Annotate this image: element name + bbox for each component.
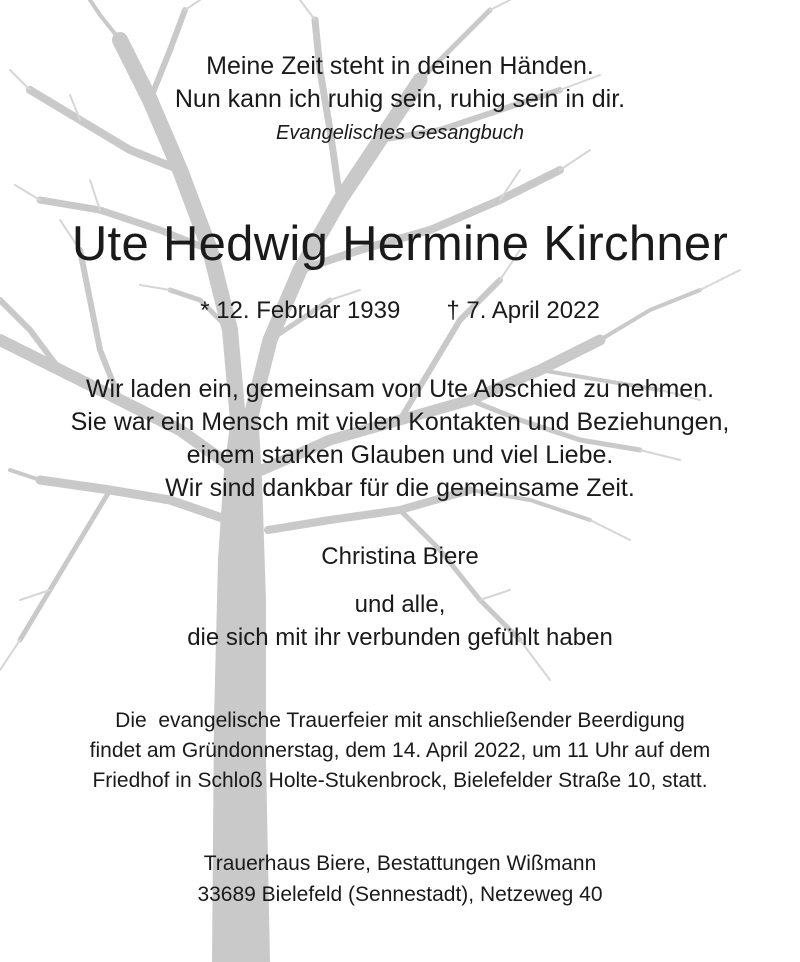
other-mourners [0,588,800,654]
death-date: † 7. April 2022 [446,297,600,324]
funeral-line: findet am Gründonnerstag, dem 14. April 2022, um 11 Uhr auf dem [89,739,711,762]
mourners-line: die sich mit ihr verbunden gefühlt haben [187,624,613,651]
verse-line: Nun kann ich ruhig sein, ruhig sein in dir. [174,85,626,113]
mourners-line: und alle, [354,591,446,618]
bible-verse [0,50,800,116]
undertaker-info [0,848,800,910]
message-line: Wir sind dankbar für die gemeinsame Zeit. [165,474,635,502]
undertaker-line: Trauerhaus Biere, Bestattungen Wißmann [203,852,597,875]
message-line: Sie war ein Mensch mit vielen Kontakten und Beziehungen, [70,408,730,436]
undertaker-address: 33689 Bielefeld (Sennestadt), Netzeweg 40 [197,883,603,906]
mourner-name: Christina Biere [321,543,479,570]
funeral-line: Friedhof in Schloß Holte-Stukenbrock, Bielefelder Straße 10, statt. [92,769,708,792]
message-line: einem starken Glauben und viel Liebe. [186,441,614,469]
funeral-details [0,706,800,796]
deceased-name: Ute Hedwig Hermine Kirchner [71,217,729,271]
verse-source: Evangelisches Gesangbuch [276,122,524,144]
farewell-message [0,373,800,505]
message-line: Wir laden ein, gemeinsam von Ute Abschied zu nehmen. [85,375,715,403]
life-dates [0,297,800,325]
verse-line: Meine Zeit steht in deinen Händen. [206,52,594,80]
funeral-line: Die evangelische Trauerfeier mit anschließender Beerdigung [115,709,685,732]
birth-date: * 12. Februar 1939 [200,297,401,324]
